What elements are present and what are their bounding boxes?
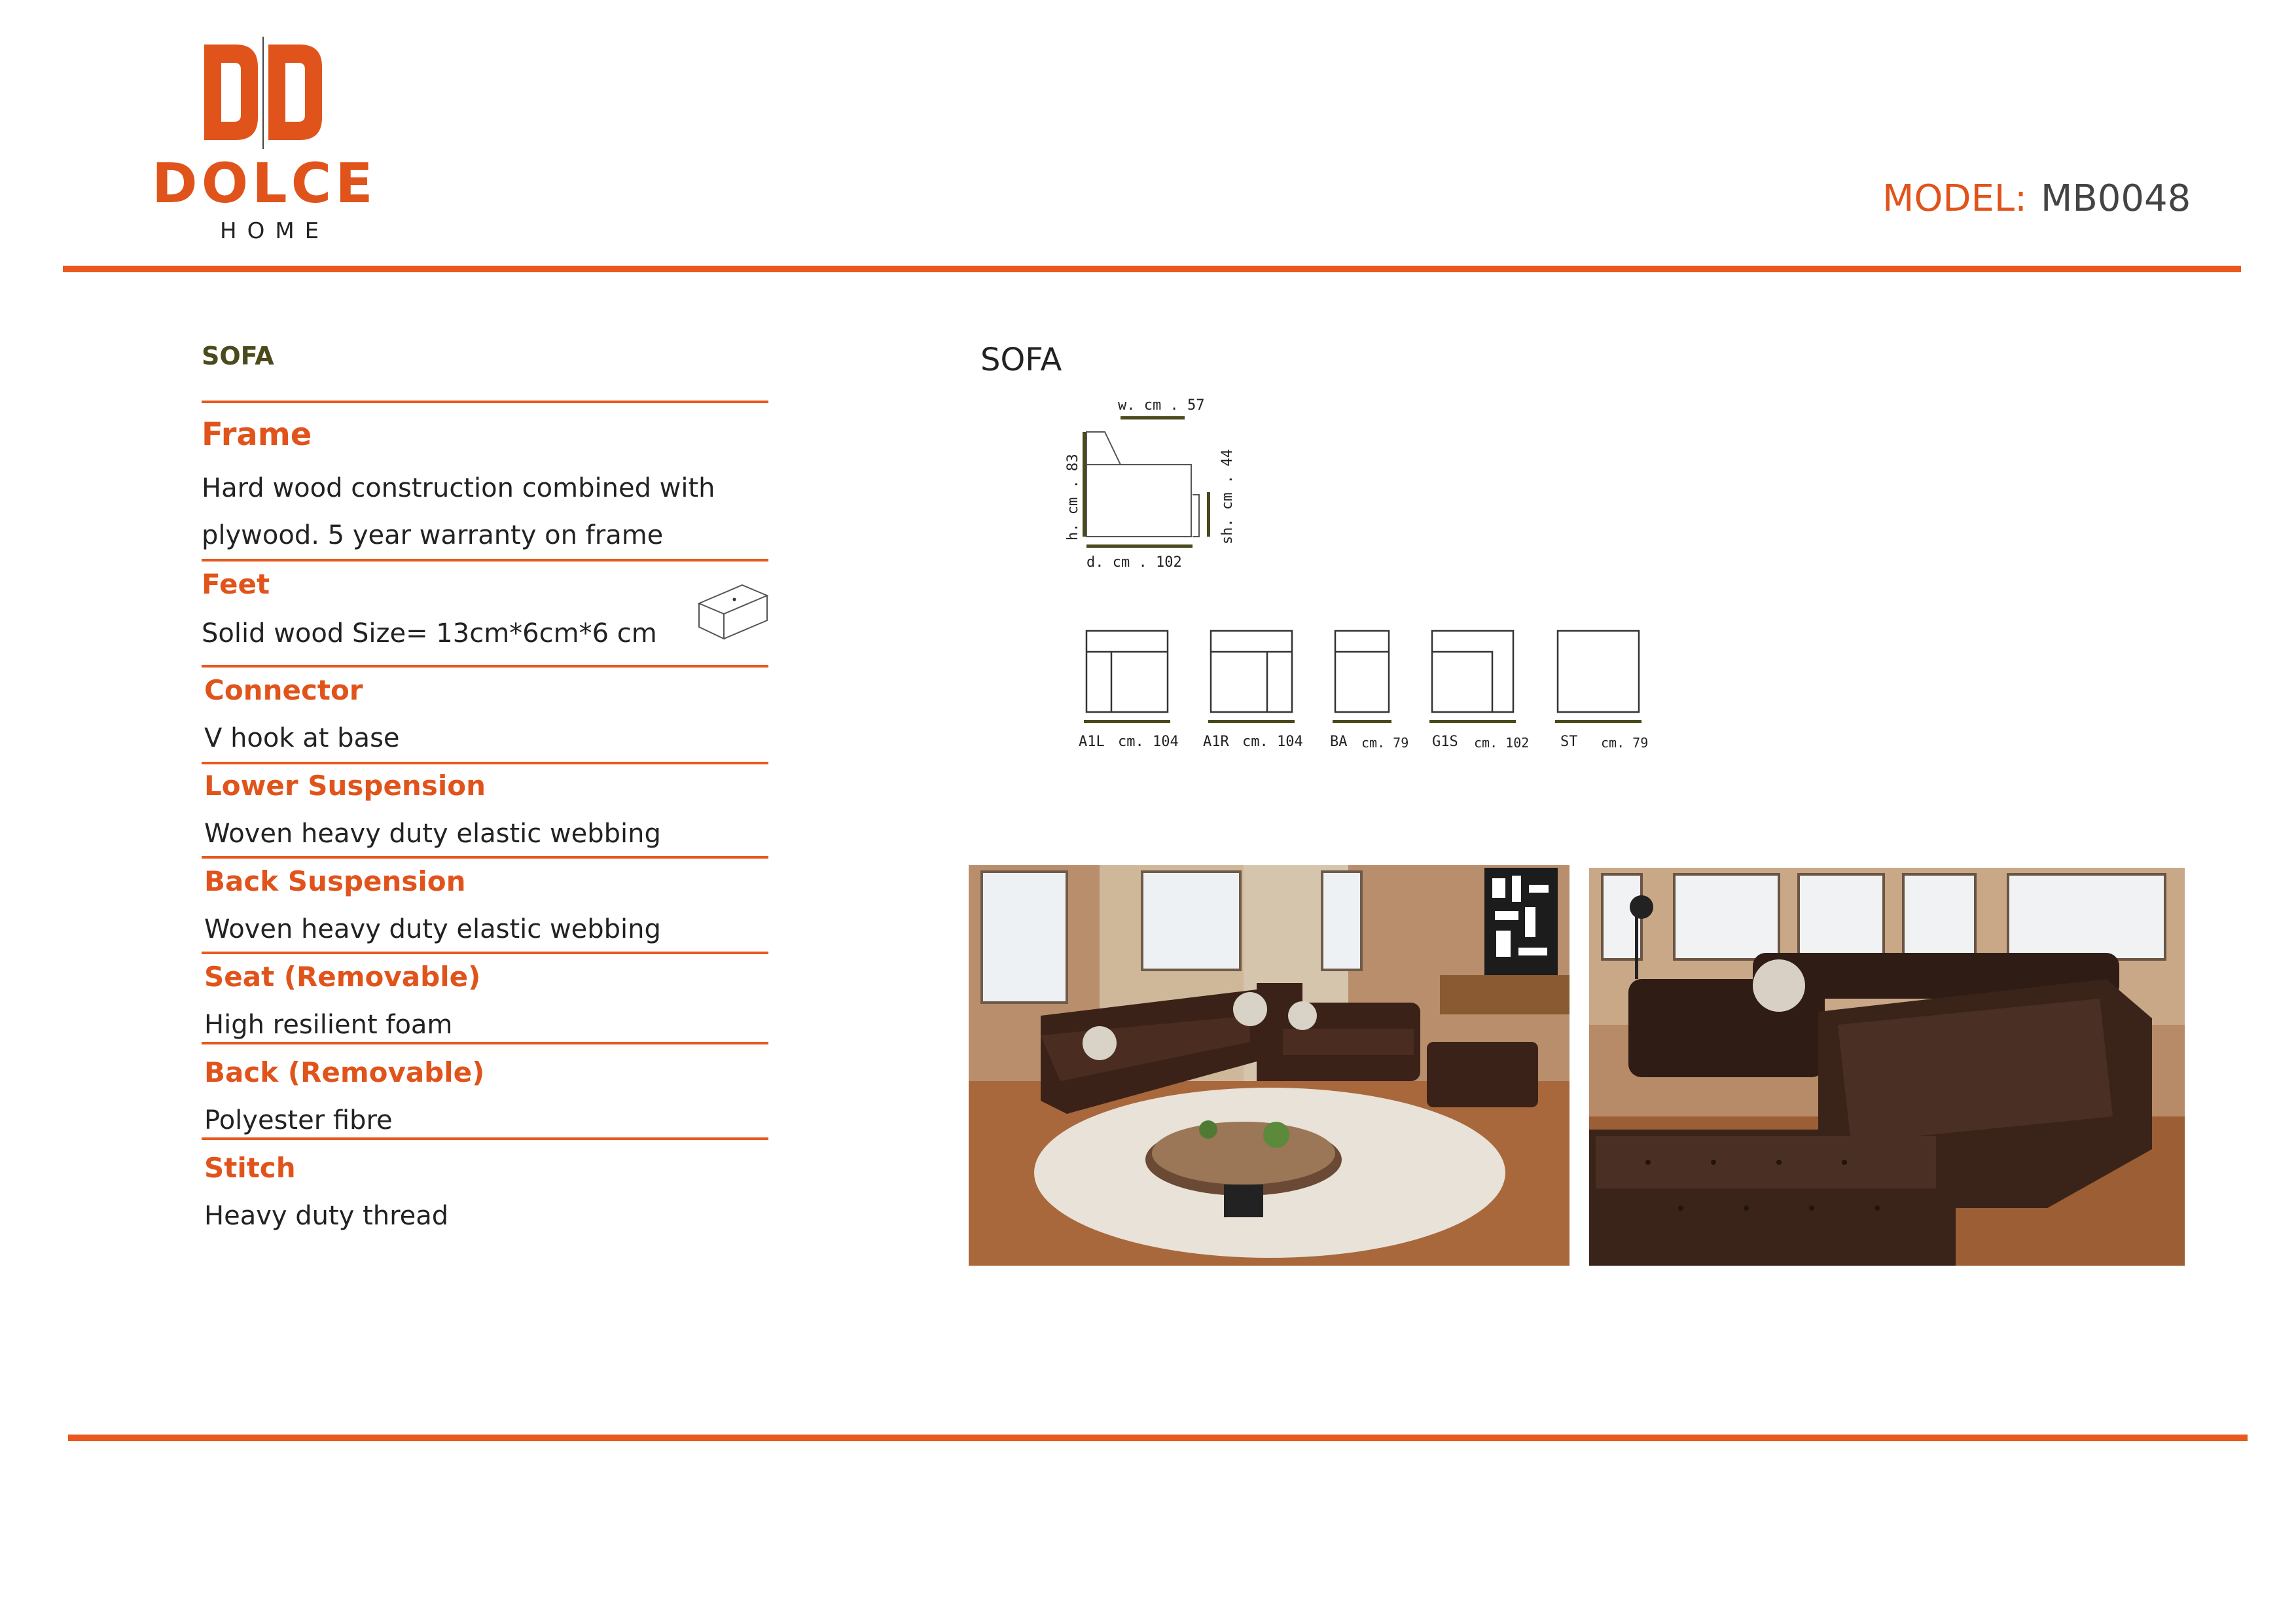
module-st-size: cm. 79 <box>1601 735 1649 751</box>
sofa-room-photo-1 <box>969 865 1570 1266</box>
height-label: h. cm . 83 <box>1065 454 1081 541</box>
header-divider <box>63 266 2241 272</box>
brand-logo-mark <box>204 37 322 149</box>
module-st-bar <box>1555 720 1641 723</box>
product-heading: SOFA <box>202 342 274 370</box>
sofa-dimension-diagram <box>1021 380 1702 772</box>
spec-divider <box>202 856 768 859</box>
spec-title-feet: Feet <box>202 568 270 600</box>
spec-text-frame-line1: Hard wood construction combined with <box>202 473 715 503</box>
module-a1r-code: A1R <box>1203 734 1229 750</box>
module-ba-size: cm. 79 <box>1361 735 1409 751</box>
model-label: MODEL: <box>1882 177 2027 220</box>
width-bar <box>1121 416 1185 419</box>
brand-name: DOLCE <box>152 151 377 215</box>
depth-label: d. cm . 102 <box>1086 554 1182 571</box>
module-a1l-size: cm. 104 <box>1118 734 1179 750</box>
module-g1s-bar <box>1429 720 1516 723</box>
foot-block-icon <box>696 580 770 645</box>
spec-title-back: Back (Removable) <box>204 1056 485 1088</box>
sofa-side-view <box>1086 432 1199 537</box>
module-a1l-bar <box>1084 720 1170 723</box>
spec-title-connector: Connector <box>204 674 363 706</box>
depth-bar <box>1086 544 1193 548</box>
spec-text-seat: High resilient foam <box>204 1010 453 1040</box>
spec-text-lower-suspension: Woven heavy duty elastic webbing <box>204 819 661 849</box>
spec-title-seat: Seat (Removable) <box>204 961 481 993</box>
seat-height-label: sh. cm . 44 <box>1219 449 1236 544</box>
height-bar <box>1083 432 1086 537</box>
spec-text-feet: Solid wood Size= 13cm*6cm*6 cm <box>202 618 657 649</box>
spec-text-back-suspension: Woven heavy duty elastic webbing <box>204 914 661 944</box>
spec-divider <box>202 762 768 764</box>
spec-text-stitch: Heavy duty thread <box>204 1201 449 1231</box>
diagram-title: SOFA <box>980 342 1062 378</box>
spec-title-lower-suspension: Lower Suspension <box>204 770 486 802</box>
module-a1r-size: cm. 104 <box>1242 734 1303 750</box>
spec-divider <box>202 952 768 954</box>
sofa-room-photo-2 <box>1589 868 2185 1266</box>
spec-divider <box>202 1042 768 1044</box>
module-a1l-plan <box>1086 631 1168 712</box>
seat-height-bar <box>1207 492 1210 537</box>
spec-divider <box>202 1137 768 1140</box>
module-g1s-size: cm. 102 <box>1474 735 1530 751</box>
spec-title-stitch: Stitch <box>204 1152 296 1184</box>
module-a1r-bar <box>1208 720 1295 723</box>
spec-divider <box>202 559 768 562</box>
spec-title-back-suspension: Back Suspension <box>204 865 466 897</box>
module-ba-plan <box>1335 631 1389 712</box>
spec-divider <box>202 401 768 403</box>
footer-divider <box>68 1435 2248 1441</box>
spec-text-back: Polyester fibre <box>204 1105 393 1135</box>
width-label: w. cm . 57 <box>1118 397 1205 414</box>
spec-text-connector: V hook at base <box>204 723 400 753</box>
module-st-plan <box>1558 631 1639 712</box>
module-a1l-code: A1L <box>1079 734 1105 750</box>
spec-divider <box>202 665 768 668</box>
module-ba-bar <box>1333 720 1391 723</box>
module-a1r-plan <box>1211 631 1292 712</box>
module-g1s-plan <box>1432 631 1513 712</box>
module-st-code: ST <box>1560 734 1578 750</box>
spec-text-frame-line2: plywood. 5 year warranty on frame <box>202 520 664 550</box>
module-g1s-code: G1S <box>1432 734 1458 750</box>
brand-subtitle: HOME <box>220 218 330 244</box>
model-number: MB0048 <box>2041 177 2191 220</box>
spec-title-frame: Frame <box>202 416 312 453</box>
module-ba-code: BA <box>1330 734 1348 750</box>
